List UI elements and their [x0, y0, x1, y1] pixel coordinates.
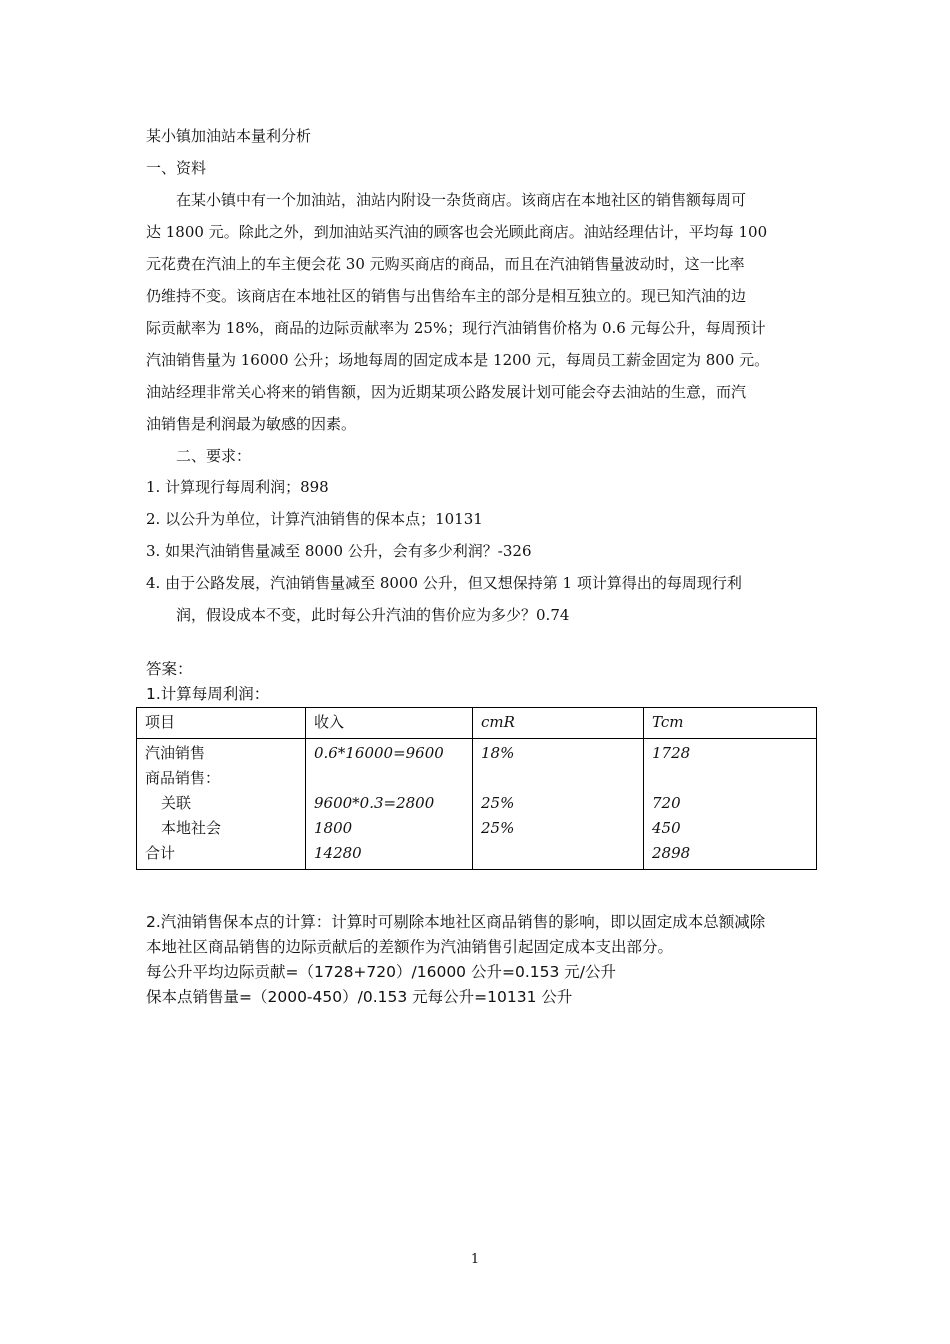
table-cell: 1728	[652, 744, 691, 762]
requirement-item: 2. 以公升为单位，计算汽油销售的保本点；10131	[146, 510, 483, 528]
table-cell: 商品销售：	[145, 769, 221, 787]
answer-q2-formula: 每公升平均边际贡献=（1728+720）/16000 公升=0.153 元/公升	[146, 963, 616, 981]
answer-q1-title: 1.计算每周利润：	[146, 685, 270, 703]
table-cell: 14280	[314, 844, 362, 862]
table-cell: 关联	[161, 794, 192, 812]
section-heading-materials: 一、资料	[146, 159, 207, 177]
table-cell: 0.6*16000=9600	[314, 744, 444, 762]
requirement-item: 4. 由于公路发展，汽油销售量减至 8000 公升，但又想保持第 1 项计算得出的每周现行利	[146, 574, 742, 592]
paragraph-line: 油站经理非常关心将来的销售额，因为近期某项公路发展计划可能会夺去油站的生意，而汽	[146, 383, 747, 401]
table-cell: 合计	[145, 844, 176, 862]
answer-q2-line: 2.汽油销售保本点的计算：计算时可剔除本地社区商品销售的影响，即以固定成本总额减除	[146, 913, 766, 931]
table-cell-tcm	[644, 739, 817, 870]
table-cell-items	[137, 739, 306, 870]
table-header-cell: 项目	[137, 708, 306, 739]
profit-table	[136, 707, 817, 870]
table-cell: 2898	[652, 844, 691, 862]
paragraph-line: 油销售是利润最为敏感的因素。	[146, 415, 357, 433]
table-header-row	[137, 708, 817, 739]
table-cell	[652, 766, 808, 791]
paragraph-line: 在某小镇中有一个加油站，油站内附设一杂货商店。该商店在本地社区的销售额每周可	[176, 191, 747, 209]
table-cell: 汽油销售	[145, 744, 206, 762]
requirement-item: 3. 如果汽油销售量减至 8000 公升，会有多少利润？-326	[146, 542, 532, 560]
table-cell	[314, 766, 464, 791]
table-header-cell: Tcm	[644, 708, 817, 739]
table-cell-revenue	[306, 739, 473, 870]
table-header-cell: 收入	[306, 708, 473, 739]
section-heading-requirements: 二、要求：	[176, 447, 252, 465]
table-cell: 1800	[314, 819, 353, 837]
table-cell-cmr	[473, 739, 644, 870]
document-title: 某小镇加油站本量利分析	[146, 127, 312, 145]
table-cell: 720	[652, 794, 681, 812]
table-cell: 9600*0.3=2800	[314, 794, 435, 812]
page-number: 1	[470, 1252, 480, 1267]
table-cell: 450	[652, 819, 681, 837]
answer-q2-line: 本地社区商品销售的边际贡献后的差额作为汽油销售引起固定成本支出部分。	[146, 938, 674, 956]
paragraph-line: 元花费在汽油上的车主便会花 30 元购买商店的商品，而且在汽油销售量波动时，这一比率	[146, 255, 745, 273]
table-cell	[481, 841, 635, 866]
answer-q2-formula: 保本点销售量=（2000-450）/0.153 元每公升=10131 公升	[146, 988, 573, 1006]
paragraph-line: 仍维持不变。该商店在本地社区的销售与出售给车主的部分是相互独立的。现已知汽油的边	[146, 287, 747, 305]
table-row	[137, 739, 817, 870]
table-cell: 25%	[481, 794, 515, 812]
answer-label: 答案：	[146, 660, 193, 678]
table-header-cell: cmR	[473, 708, 644, 739]
paragraph-line: 汽油销售量为 16000 公升；场地每周的固定成本是 1200 元，每周员工薪金固定为 800 元。	[146, 351, 770, 369]
table-cell: 25%	[481, 819, 515, 837]
paragraph-line: 际贡献率为 18%，商品的边际贡献率为 25%；现行汽油销售价格为 0.6 元每公升，每周预计	[146, 319, 766, 337]
paragraph-line: 达 1800 元。除此之外，到加油站买汽油的顾客也会光顾此商店。油站经理估计，平均每 100	[146, 223, 768, 241]
table-cell	[481, 766, 635, 791]
requirement-item-continued: 润，假设成本不变，此时每公升汽油的售价应为多少？0.74	[176, 606, 570, 624]
requirement-item: 1. 计算现行每周利润；898	[146, 478, 329, 496]
table-cell: 18%	[481, 744, 515, 762]
table-cell: 本地社会	[161, 819, 222, 837]
